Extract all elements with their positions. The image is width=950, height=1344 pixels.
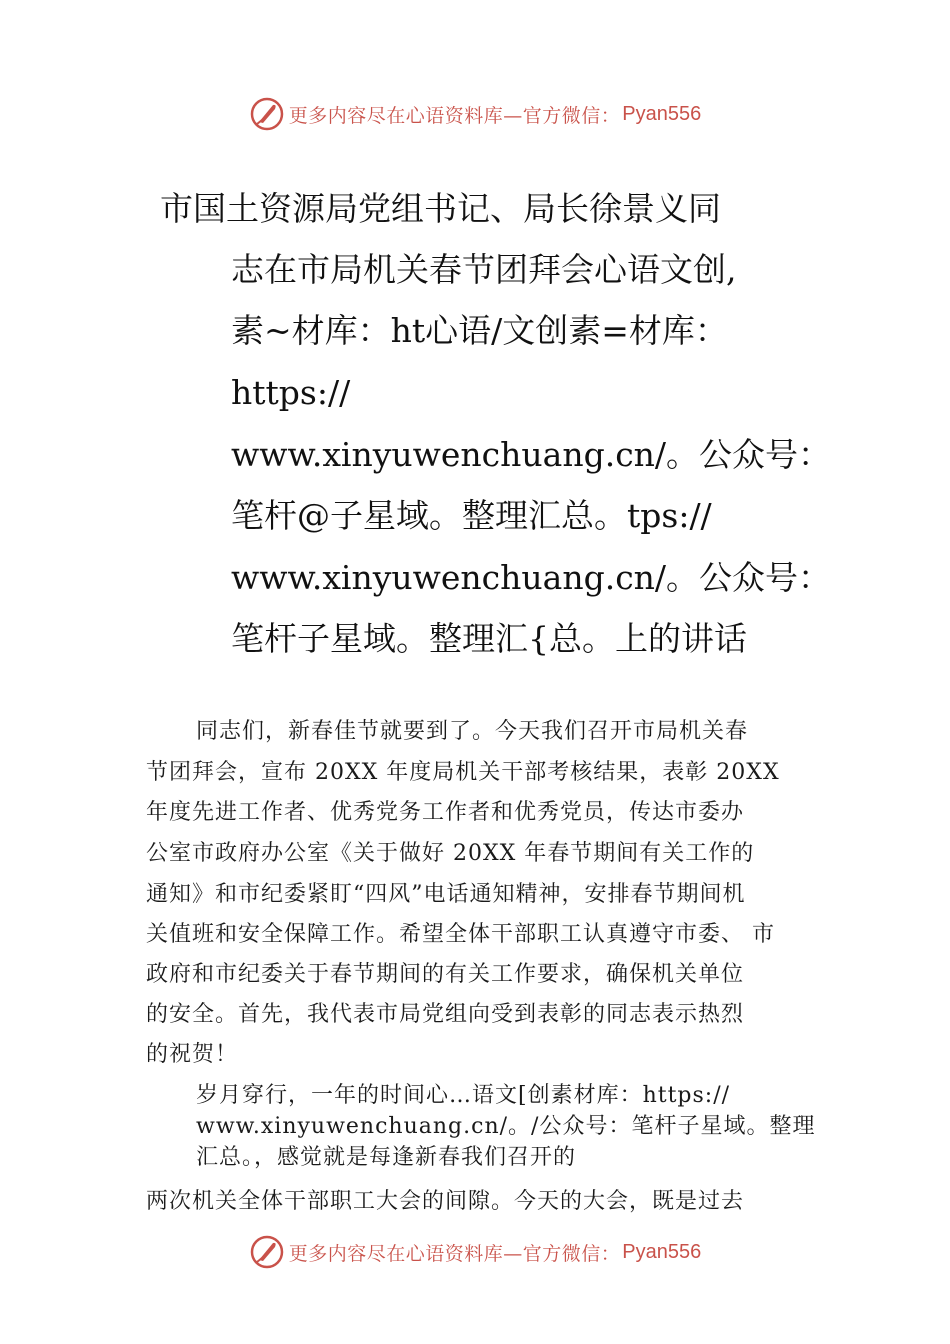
title-line: 笔杆@子星域。整理汇总。tps://: [231, 496, 712, 535]
title-line: 笔杆子星域。整理汇{总。上的讲话: [231, 619, 747, 658]
body-line: 同志们，新春佳节就要到了。今天我们召开市局机关春: [196, 719, 749, 744]
body-line: 通知》和市纪委紧盯“四风”电话通知精神，安排春节期间机: [146, 882, 746, 907]
quill-logo-icon: [249, 96, 285, 132]
title-line: 素~材库：ht心语/文创素=材库：: [231, 311, 728, 350]
banner-wechat-id: Pyan556: [622, 1240, 702, 1263]
body-line: 政府和市纪委关于春节期间的有关工作要求，确保机关单位: [146, 962, 745, 987]
body-line: 岁月穿行，一年的时间心…语文[创素材库：https://: [196, 1083, 731, 1108]
quill-logo-icon: [249, 1234, 285, 1270]
banner-text: 更多内容尽在心语资料库—官方微信：: [288, 104, 621, 127]
body-line: 关值班和安全保障工作。希望全体干部职工认真遵守市委、 市: [146, 922, 775, 947]
title-line: www.xinyuwenchuang.cn/。公众号：: [231, 558, 832, 597]
body-line: 节团拜会，宣布 20XX 年度局机关干部考核结果，表彰 20XX: [146, 760, 780, 785]
body-line: 公室市政府办公室《关于做好 20XX 年春节期间有关工作的: [146, 841, 755, 866]
header-banner: [0, 94, 950, 134]
title-line: 志在市局机关春节团拜会心语文创,: [231, 250, 737, 289]
banner-wechat-id: Pyan556: [622, 102, 702, 125]
footer-banner: [0, 1232, 950, 1272]
body-line: 的祝贺！: [146, 1042, 239, 1067]
banner-text: 更多内容尽在心语资料库—官方微信：: [288, 1242, 621, 1265]
body-line: 的安全。首先，我代表市局党组向受到表彰的同志表示热烈: [146, 1002, 745, 1027]
body-line: 汇总。，感觉就是每逢新春我们召开的: [196, 1145, 577, 1170]
body-line: www.xinyuwenchuang.cn/。/公众号：笔杆子星域。整理: [196, 1114, 816, 1139]
title-line: www.xinyuwenchuang.cn/。公众号：: [231, 435, 832, 474]
title-line: 市国土资源局党组书记、局长徐景义同: [160, 189, 721, 228]
body-line: 两次机关全体干部职工大会的间隙。今天的大会，既是过去: [146, 1189, 745, 1214]
body-line: 年度先进工作者、优秀党务工作者和优秀党员，传达市委办: [146, 800, 745, 825]
title-line: https://: [231, 373, 351, 412]
